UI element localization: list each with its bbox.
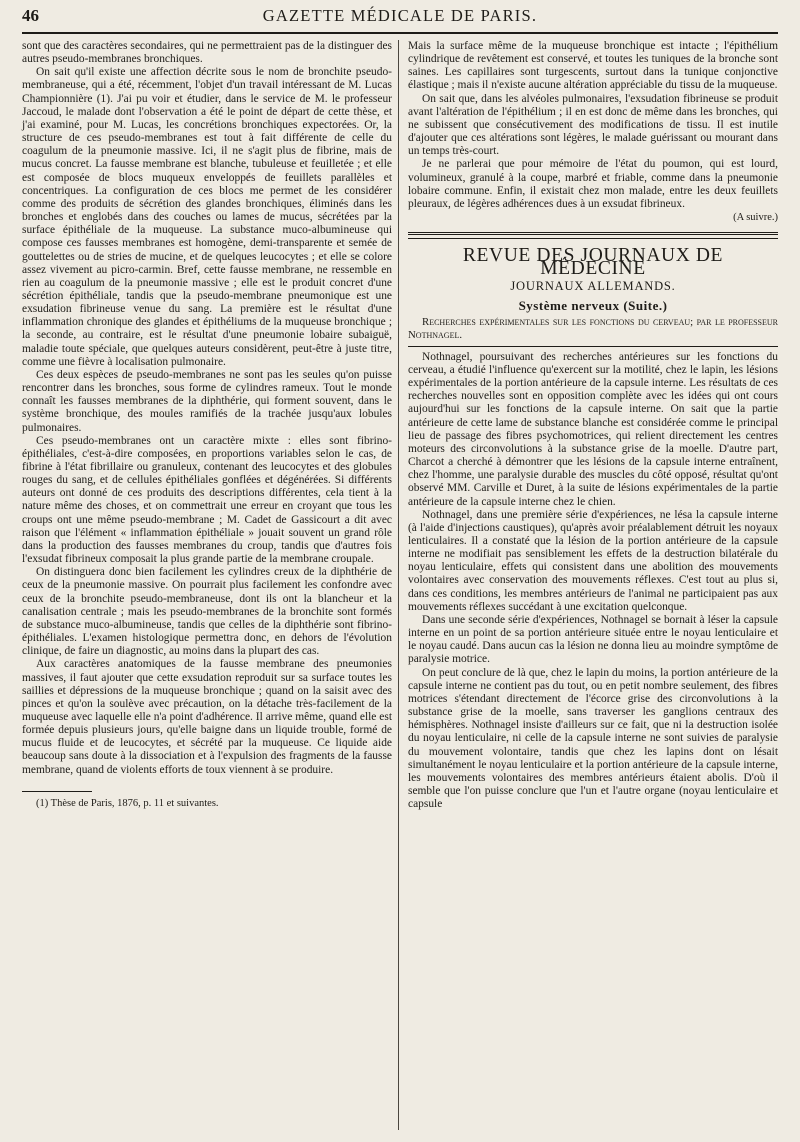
page-number: 46 [22,6,39,25]
paragraph: Nothnagel, poursuivant des recherches antérieures sur les fonctions du cerveau, a étudié l'influence qu'exercent sur la motilité, chez le lapin, les lésions expérimentales de la portion antérieure de la capsule interne. Les résultats de ces recherches nouvelles sont en opposition complète avec les idées qui ont cours aujourd'hui sur les fonctions de la capsule interne. On sait que la partie antérieure de cette lame de substance blanche est considérée comme le principal lieu de passage des fibres psychomotrices, qui relient directement les centres moteurs des circonvolutions à la substance grise de la moelle. D'autre part, Charcot a cherché à démontrer que les lésions de la capsule interne entraînent, chez l'homme, une paralysie durable des muscles du côté opposé, résultat qu'ont observé MM. Carville et Duret, à la suite de lésions expérimentales de la partie antérieure de la capsule interne chez le chien. [408,350,778,508]
subsection-heading: Système nerveux (Suite.) [518,297,668,313]
article-title: Recherches expérimentales sur les fonctions du cerveau; par le professeur Nothnagel. [408,315,778,341]
paragraph: On sait que, dans les alvéoles pulmonaires, l'exsudation fibrineuse se produit avant l'altération de l'épithélium ; il en est donc de même dans les bronches, qui ne subissent que consécutivement des modifications de tissu. Il est inutile d'ajouter que ces altérations sont légères, le malade guérissant ou mourant dans un temps très-court. [408,92,778,158]
header-rule [22,32,778,34]
to-be-continued: (A suivre.) [733,212,778,224]
article-rule [408,346,778,347]
paragraph: On sait qu'il existe une affection décrite sous le nom de bronchite pseudo-membraneuse, qui a été, récemment, l'objet d'un travail intéressant de M. Lucas Championnière (1). J'ai pu voir et étudier, dans le service de M. le professeur Jaccoud, le malade dont l'observation a été le point de départ de cette thèse, et j'ai examiné, pour M. Lucas, les concrétions bronchiques expectorées. Or, la structure de ces pseudo-membranes est tout à fait différente de celle du coagulum de la pneumonie massive. Ici, il ne s'agit plus de fibrine, mais de mucus concret. La fausse membrane est blanche, tubuleuse et feuilletée ; et elle est composée de blocs muqueux enveloppés de feuillets parallèles et concentriques. La configuration de ces blocs me permet de les considérer comme des produits de sécrétion des glandes bronchiques, éliminés dans les bronches et englobés dans des couches ou lames de mucus, sécrétées par la surface épithéliale de la muqueuse. La substance muco-albumineuse qui compose ces fausses membranes est homogène, demi-transparente et semée de gouttelettes ou de stries de mucine, et de quelques leucocytes ; et elle se colore assez vivement au picro-carmin. Bref, cette fausse membrane, ne ressemble en rien au coagulum de la pneumonie massive ; elle est le produit concret d'une sécrétion épithéliale, tandis que la pseudo-membrane pneumonique est une exsudation fibrineuse venue du sang. La première est le résultat d'une inflammation chronique des glandes et épithéliums de la muqueuse bronchique ; la seconde, au contraire, est le résultat d'une pneumonie lobaire subaiguë, maladie toute spéciale, que quelques auteurs considèrent, peut-être à juste titre, comme une fièvre à localisation pulmonaire. [22,66,392,368]
paragraph: On peut conclure de là que, chez le lapin du moins, la portion antérieure de la capsule interne ne contient pas du tout, ou en petit nombre seulement, des fibres motrices s'étendant directement de l'écorce grise des circonvolutions à la substance grise de la moelle, sans traverser les ganglions centraux des hémisphères. Nothnagel insiste d'ailleurs sur ce fait, que ni la destruction isolée du noyau lenticulaire, ni celle de la capsule interne ne sont suivies de paralysie du mouvement volontaire, tandis que chez les lapins dont on lésait simultanément le noyau lenticulaire et la portion antérieure de la capsule interne, les mouvements volontaires des membres antérieurs étaient abolis. D'où il semble que l'on puisse conclure que l'un et l'autre organe (noyau lenticulaire et capsule [408,666,778,811]
running-title: GAZETTE MÉDICALE DE PARIS. [262,6,538,25]
paragraph: Ces pseudo-membranes ont un caractère mixte : elles sont fibrino-épithéliales, c'est-à-dire composées, en proportions variables selon le cas, de fibrine à l'état fibrillaire ou granuleux, contenant des leucocytes et des globules rouges du sang, et de cellules épithéliales gonflées et dégénérées. Si différents auteurs ont donné de ces produits des descriptions différentes, cela tient à la nature même des choses, et on commettrait une erreur en croyant que tous les croups ont une même pseudo-membrane ; M. Cadet de Gassicourt a dit avec raison que l'élément « inflammation épithéliale » jouait souvent un grand rôle dans la production des fausses membranes du croup, tandis que d'autres fois l'exsudat fibrineux composait la plus grande partie de la membrane croupale. [22,434,392,566]
section-subtitle: JOURNAUX ALLEMANDS. [510,278,676,293]
column-divider [398,40,399,1130]
page-header [22,6,778,32]
paragraph: Mais la surface même de la muqueuse bronchique est intacte ; l'épithélium cylindrique de revêtement est conservé, et toutes les tuniques de la bronche sont saines. Les capillaires sont turgescents, surtout dans la tunique conjonctive élastique ; mais il n'existe aucune altération appréciable du tissu de la muqueuse. [408,40,778,92]
paragraph: Nothnagel, dans une première série d'expériences, ne lésa la capsule interne (à l'aide d'injections caustiques), qu'après avoir préalablement détruit les noyaux lenticulaires. Il a constaté que la lésion de la portion antérieure de la capsule interne ne modifiait pas sensiblement les effets de la destruction bilatérale du noyau lenticulaire, effets qui consistent dans une abolition des mouvements volontaires avec conservation des mouvements réflexes. C'est tout au plus si, dans ces conditions, les membres antérieurs de l'animal ne participaient pas aux mouvements réflexes succédant à une excitation quelconque. [408,508,778,613]
paragraph: Aux caractères anatomiques de la fausse membrane des pneumonies massives, il faut ajouter que cette exsudation reproduit sur sa surface toutes les saillies et dépressions de la muqueuse bronchique ; quand on la saisit avec des pinces et qu'on la soulève avec précaution, on la détache très-facilement de la muqueuse avec laquelle elle n'a point d'adhérence. Il arrive même, quand elle est formée depuis plusieurs jours, qu'elle baigne dans un liquide trouble, formé de mucus fluide et de leucocytes, et sécrété par la muqueuse. Ce liquide aide beaucoup sans doute à la dissociation et à l'expulsion des fragments de la fausse membrane, quand de violents efforts de toux viennent à se produire. [22,658,392,776]
paragraph: On distinguera donc bien facilement les cylindres creux de la diphthérie de ceux de la pneumonie massive. On pourrait plus facilement les confondre avec ceux de la bronchite pseudo-membraneuse, dont ils ont la blancheur et la canalisation centrale ; mais les pseudo-membranes de la bronchite sont formés de substance muco-albumineuse, tandis que celles de la diphthérie sont fibrino-épithéliales. L'examen histologique permettra donc, en dehors de l'évolution clinique, de faire un diagnostic, au moins dans la plupart des cas. [22,566,392,658]
paragraph: Dans une seconde série d'expériences, Nothnagel se bornait à léser la capsule interne en un point de sa portion antérieure située entre le noyau lenticulaire et le noyau caudé. Dans aucun cas la lésion ne donna lieu au moindre symptôme de paralysie motrice. [408,613,779,666]
paragraph: Je ne parlerai que pour mémoire de l'état du poumon, qui est lourd, volumineux, granulé à la coupe, marbré et friable, comme dans la pneumonie lobaire commune. Enfin, il existait chez mon malade, entre les deux feuillets pleuraux, de légères adhérences dues à un exsudat fibrineux. [408,158,778,210]
footnote-rule [22,791,92,792]
right-column [408,40,778,1135]
paragraph: sont que des caractères secondaires, qui ne permettraient pas de la distinguer des autres pseudo-membranes bronchiques. [22,40,392,66]
section-rule [408,232,778,239]
left-column [22,40,392,1120]
section-title: REVUE DES JOURNAUX DE MÉDECINE [462,245,724,280]
paragraph: Ces deux espèces de pseudo-membranes ne sont pas les seules qu'on puisse rencontrer dans les bronches, sous forme de cylindres rameux. Tout le monde connaît les fausses membranes de la diphthérie, qui forment souvent, dans le système bronchique, des moules ramifiés de la trachée jusqu'aux lobules pulmonaires. [22,368,392,434]
footnote: (1) Thèse de Paris, 1876, p. 11 et suivantes. [36,797,219,809]
